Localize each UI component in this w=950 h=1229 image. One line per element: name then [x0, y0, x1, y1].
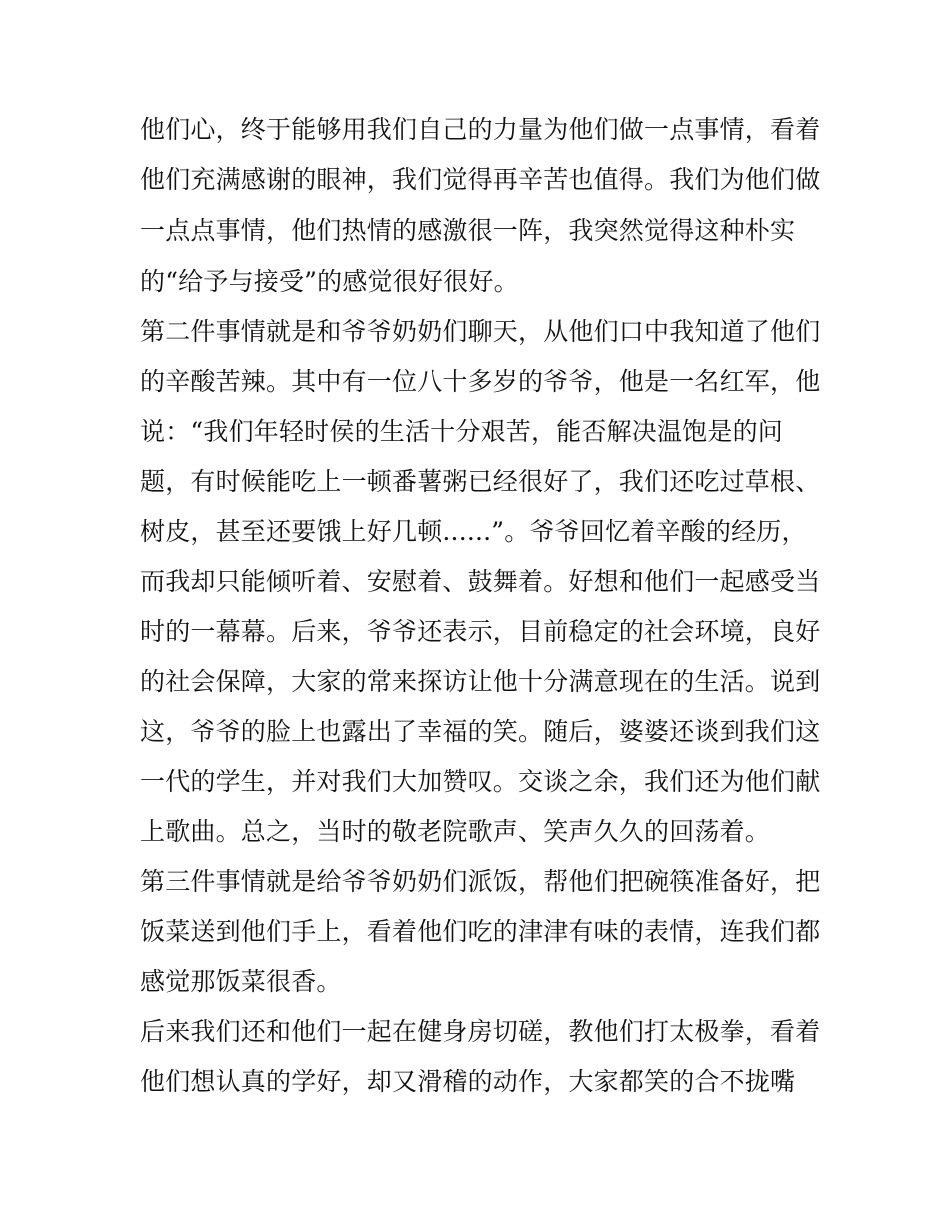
text-line: 题，有时候能吃上一顿番薯粥已经很好了，我们还吃过草根、: [140, 467, 821, 496]
text-line: 说：“我们年轻时侯的生活十分艰苦，能否解决温饱是的问: [140, 417, 783, 446]
text-line: 上歌曲。总之，当时的敬老院歌声、笑声久久的回荡着。: [140, 817, 771, 846]
text-line: 而我却只能倾听着、安慰着、鼓舞着。好想和他们一起感受当: [140, 567, 821, 596]
text-line: 的“给予与接受”的感觉很好很好。: [140, 267, 519, 296]
text-line: 后来我们还和他们一起在健身房切磋，教他们打太极拳，看着: [140, 1017, 821, 1046]
text-line: 这，爷爷的脸上也露出了幸福的笑。随后，婆婆还谈到我们这: [140, 717, 821, 746]
text-line: 第三件事情就是给爷爷奶奶们派饭，帮他们把碗筷准备好，把: [140, 867, 821, 896]
text-line: 一点点事情，他们热情的感激很一阵，我突然觉得这种朴实: [140, 216, 796, 245]
text-line: 树皮，甚至还要饿上好几顿......”。爷爷回忆着辛酸的经历，: [140, 517, 807, 546]
text-line: 的社会保障，大家的常来探访让他十分满意现在的生活。说到: [140, 667, 821, 696]
text-line: 他们心，终于能够用我们自己的力量为他们做一点事情，看着: [140, 115, 821, 144]
text-line: 一代的学生，并对我们大加赞叹。交谈之余，我们还为他们献: [140, 767, 821, 796]
text-line: 感觉那饭菜很香。: [140, 967, 342, 996]
text-line: 时的一幕幕。后来，爷爷还表示，目前稳定的社会环境，良好: [140, 617, 821, 646]
text-line: 他们想认真的学好，却又滑稽的动作，大家都笑的合不拢嘴: [140, 1067, 796, 1096]
text-line: 第二件事情就是和爷爷奶奶们聊天，从他们口中我知道了他们: [140, 317, 821, 346]
text-line: 饭菜送到他们手上，看着他们吃的津津有味的表情，连我们都: [140, 917, 821, 946]
text-line: 他们充满感谢的眼神，我们觉得再辛苦也值得。我们为他们做: [140, 165, 821, 194]
text-line: 的辛酸苦辣。其中有一位八十多岁的爷爷，他是一名红军，他: [140, 367, 821, 396]
